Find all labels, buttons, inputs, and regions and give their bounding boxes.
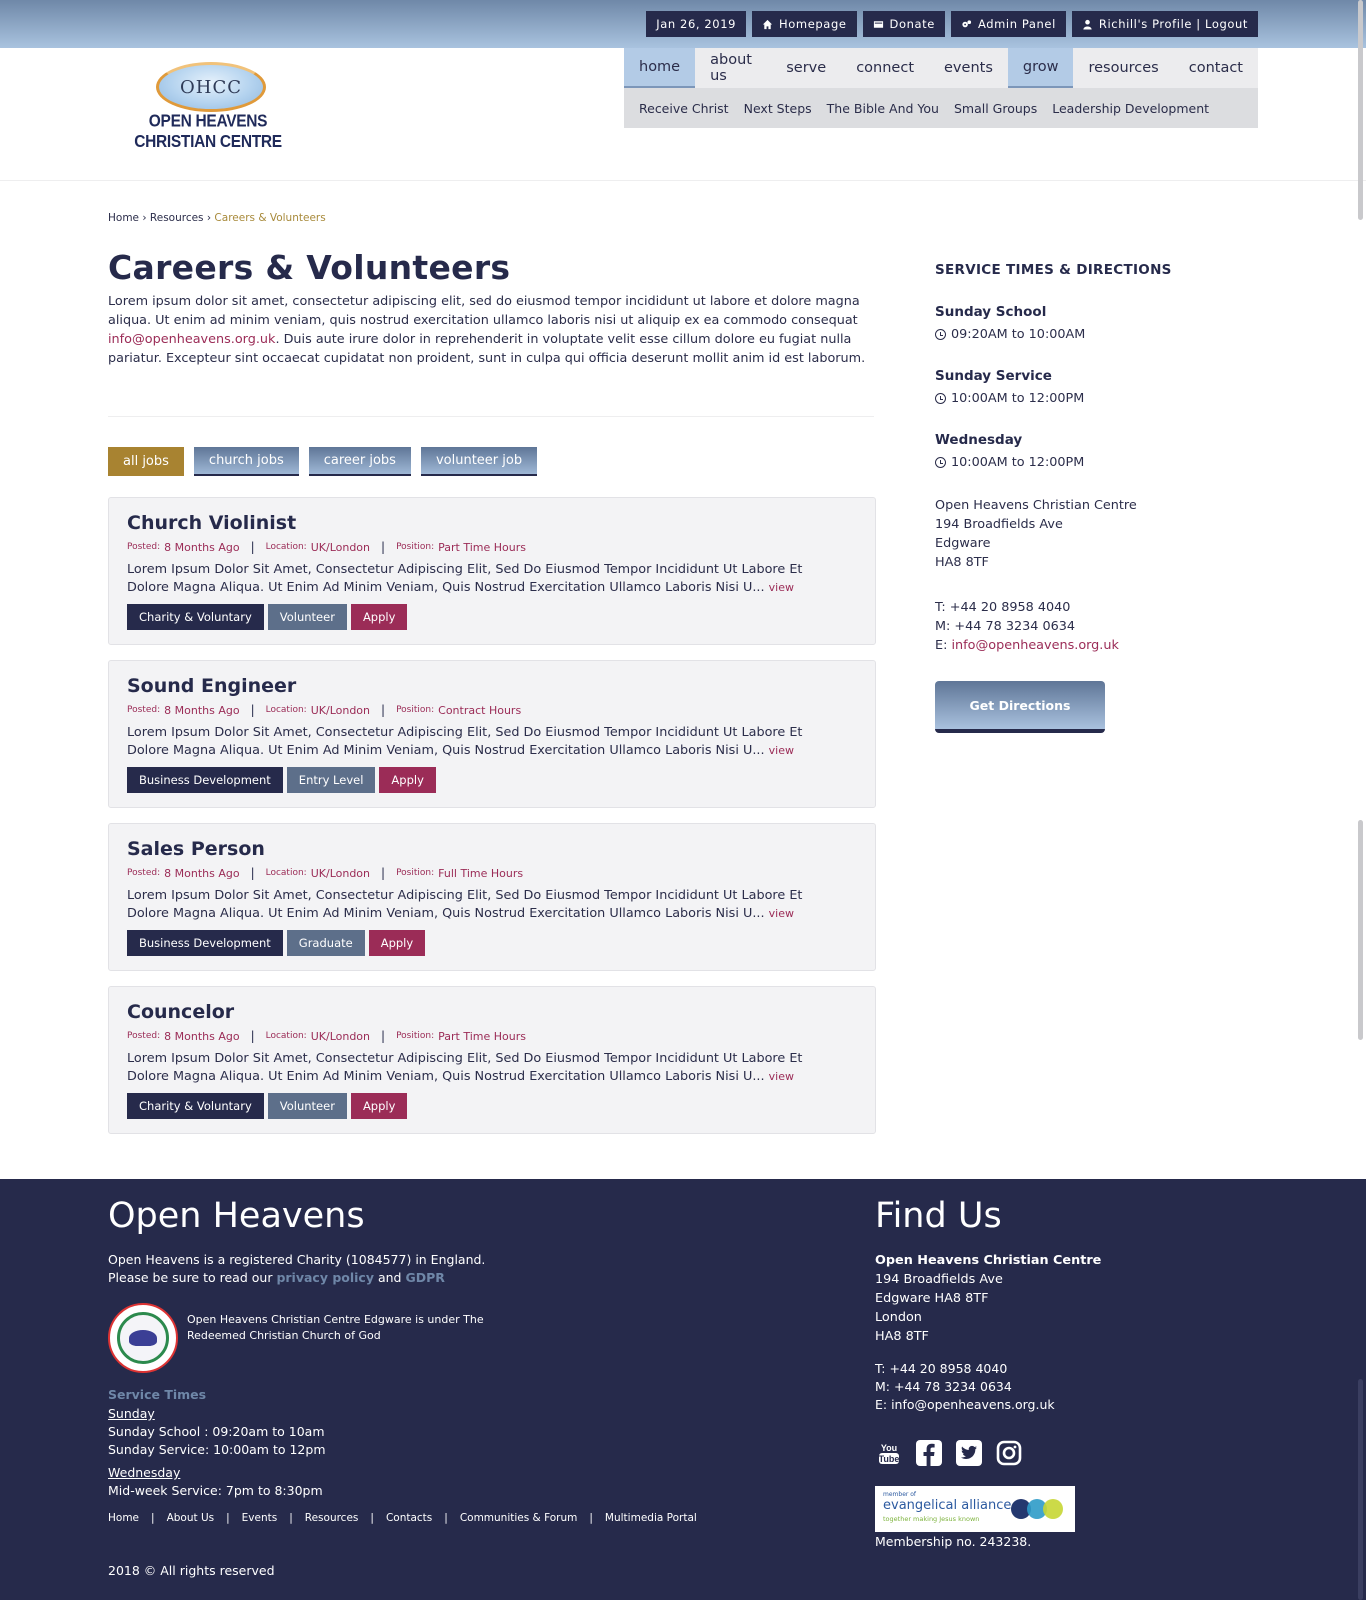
address-line: 194 Broadfields Ave: [875, 1272, 1003, 1287]
position-label: Position:: [396, 705, 435, 715]
job-card: [108, 986, 876, 1134]
top-actions: [646, 11, 1258, 37]
service-time-text: 10:00AM to 12:00PM: [951, 455, 1085, 470]
view-link[interactable]: view: [768, 907, 794, 920]
job-tags: [127, 1093, 407, 1119]
meta-separator: |: [381, 1029, 386, 1043]
service-sidebar: [935, 262, 1235, 733]
admin-panel-label: Admin Panel: [977, 17, 1056, 31]
sidebar-address: [935, 496, 1235, 572]
job-posted: 8 Months Ago: [164, 703, 240, 717]
ea-sub-text: together making Jesus known: [883, 1515, 980, 1523]
level-tag[interactable]: Volunteer: [268, 1093, 347, 1119]
job-posted: 8 Months Ago: [164, 1029, 240, 1043]
top-bar: [0, 0, 1366, 48]
homepage-button[interactable]: [752, 11, 856, 37]
footer-link-about-us[interactable]: About Us: [166, 1512, 215, 1524]
job-description-text: Lorem Ipsum Dolor Sit Amet, Consectetur Adipiscing Elit, Sed Do Eiusmod Tempor Incididunt Ut Labore Et Dolore Magna Aliqua. Ut Enim Ad Minim Veniam, Quis Nostrud Exercitation Ullamco Laboris Nisi U...: [127, 888, 803, 921]
address-line: HA8 8TF: [935, 555, 989, 570]
service-item: [935, 368, 1235, 406]
clock-icon: [935, 329, 946, 340]
twitter-icon[interactable]: [955, 1439, 983, 1467]
view-link[interactable]: view: [768, 744, 794, 757]
job-card: [108, 823, 876, 971]
position-label: Position:: [396, 542, 435, 552]
scrollbar-thumb[interactable]: [1358, 0, 1363, 220]
breadcrumb-home[interactable]: Home: [108, 212, 140, 224]
link-separator: |: [151, 1512, 155, 1524]
rccg-logo-inner: [117, 1312, 169, 1364]
job-description: [127, 561, 847, 597]
breadcrumb-separator: ›: [206, 212, 212, 224]
posted-label: Posted:: [127, 1031, 161, 1041]
address-line: Edgware HA8 8TF: [875, 1291, 989, 1306]
find-us-address: [875, 1251, 1101, 1346]
schedule-day: Sunday: [108, 1406, 155, 1421]
nav-item-grow[interactable]: grow: [1008, 48, 1074, 88]
meta-separator: |: [381, 540, 386, 554]
job-posted: 8 Months Ago: [164, 540, 240, 554]
membership-number: Membership no. 243238.: [875, 1534, 1032, 1549]
sidebar-phone: T: +44 20 8958 4040: [935, 600, 1071, 615]
clock-icon: [935, 457, 946, 468]
job-title[interactable]: Sound Engineer: [127, 675, 297, 697]
category-tag[interactable]: Business Development: [127, 930, 283, 956]
footer-link-multimedia-portal[interactable]: Multimedia Portal: [604, 1512, 697, 1524]
posted-label: Posted:: [127, 868, 161, 878]
ea-dots: [1015, 1499, 1063, 1519]
link-separator: |: [444, 1512, 448, 1524]
site-logo[interactable]: [108, 62, 308, 152]
ea-main-text: evangelical alliance: [883, 1498, 1012, 1513]
job-description: [127, 1050, 847, 1086]
date-text: Jan 26, 2019: [656, 17, 737, 31]
footer-email[interactable]: E: info@openheavens.org.uk: [875, 1397, 1055, 1412]
meta-separator: |: [250, 866, 255, 880]
position-label: Position:: [396, 868, 435, 878]
link-separator: |: [370, 1512, 374, 1524]
posted-label: Posted:: [127, 705, 161, 715]
meta-separator: |: [250, 703, 255, 717]
link-separator: |: [589, 1512, 593, 1524]
job-location: UK/London: [310, 866, 371, 880]
link-separator: |: [289, 1512, 293, 1524]
job-posted: 8 Months Ago: [164, 866, 240, 880]
charity-text: [108, 1251, 608, 1287]
sidebar-heading: SERVICE TIMES & DIRECTIONS: [935, 262, 1172, 278]
donate-label: Donate: [889, 17, 935, 31]
facebook-icon[interactable]: [915, 1439, 943, 1467]
home-icon: [762, 19, 773, 30]
footer-link-events[interactable]: Events: [241, 1512, 278, 1524]
footer-link-home[interactable]: Home: [108, 1512, 140, 1524]
job-description-text: Lorem Ipsum Dolor Sit Amet, Consectetur Adipiscing Elit, Sed Do Eiusmod Tempor Incididunt Ut Labore Et Dolore Magna Aliqua. Ut Enim Ad Minim Veniam, Quis Nostrud Exercitation Ullamco Laboris Nisi U...: [127, 562, 803, 595]
footer-title: Open Heavens: [108, 1196, 365, 1236]
job-list: [108, 497, 876, 1149]
intro-text-cont: . Duis aute irure dolor in reprehenderit in voluptate velit esse cillum dolore eu fugiat nulla pariatur. Excepteur sint occaecat cupidatat non proident, sunt in culpa qui officia deserunt mollit anim id est laborum.: [108, 332, 866, 366]
footer-link-contacts[interactable]: Contacts: [385, 1512, 433, 1524]
location-label: Location:: [265, 1031, 307, 1041]
job-location: UK/London: [310, 1029, 371, 1043]
gdpr-link[interactable]: GDPR: [405, 1270, 445, 1285]
page-title: Careers & Volunteers: [108, 248, 511, 287]
subnav-next-steps[interactable]: Next Steps: [743, 100, 812, 116]
job-description-text: Lorem Ipsum Dolor Sit Amet, Consectetur Adipiscing Elit, Sed Do Eiusmod Tempor Incididunt Ut Labore Et Dolore Magna Aliqua. Ut Enim Ad Minim Veniam, Quis Nostrud Exercitation Ullamco Laboris Nisi U...: [127, 1051, 803, 1084]
ea-dot: [1043, 1499, 1063, 1519]
breadcrumb-current: Careers & Volunteers: [214, 212, 326, 224]
footer-service-heading: Service Times: [108, 1387, 207, 1402]
meta-separator: |: [250, 540, 255, 554]
intro-email-link[interactable]: info@openheavens.org.uk: [108, 332, 276, 347]
service-time: [935, 327, 1235, 342]
youtube-icon[interactable]: [875, 1439, 903, 1467]
meta-separator: |: [250, 1029, 255, 1043]
service-name: Sunday Service: [935, 368, 1052, 384]
social-links: [875, 1439, 1023, 1467]
footer-phone: T: +44 20 8958 4040: [875, 1361, 1008, 1376]
job-location: UK/London: [310, 703, 371, 717]
nav-item-connect[interactable]: connect: [856, 60, 915, 76]
meta-separator: |: [381, 703, 386, 717]
svg-text:Tube: Tube: [878, 1454, 900, 1464]
job-card: [108, 660, 876, 808]
svg-text:You: You: [880, 1443, 898, 1453]
rccg-text: Open Heavens Christian Centre Edgware is under The Redeemed Christian Church of God: [187, 1313, 484, 1342]
apply-button[interactable]: Apply: [351, 604, 407, 630]
job-tags: [127, 767, 436, 793]
job-title[interactable]: Church Violinist: [127, 512, 297, 534]
filter-volunteer-job[interactable]: volunteer job: [421, 447, 537, 476]
service-time: [935, 391, 1235, 406]
job-position: Full Time Hours: [438, 866, 524, 880]
breadcrumb-resources[interactable]: Resources: [149, 212, 204, 224]
footer-schedule: [108, 1405, 326, 1500]
main-nav: [624, 48, 1258, 88]
service-item: [935, 304, 1235, 342]
job-position: Contract Hours: [438, 703, 522, 717]
view-link[interactable]: view: [768, 1070, 794, 1083]
homepage-label: Homepage: [779, 17, 847, 31]
privacy-policy-link[interactable]: privacy policy: [276, 1270, 374, 1285]
schedule-item: Sunday Service: 10:00am to 12pm: [108, 1442, 326, 1457]
get-directions-button[interactable]: Get Directions: [935, 681, 1105, 733]
filter-church-jobs[interactable]: church jobs: [194, 447, 299, 476]
address-line: HA8 8TF: [875, 1329, 929, 1344]
date-badge: [646, 11, 746, 37]
sidebar-mobile: M: +44 78 3234 0634: [935, 619, 1076, 634]
profile-logout-label: Richill's Profile | Logout: [1098, 17, 1248, 31]
footer-mobile: M: +44 78 3234 0634: [875, 1379, 1012, 1394]
scrollbar-thumb[interactable]: [1358, 1379, 1363, 1600]
logo-name: OPEN HEAVENS CHRISTIAN CENTRE: [134, 111, 282, 152]
nav-item-home[interactable]: home: [624, 48, 695, 88]
content-divider: [108, 416, 874, 417]
intro-text: Lorem ipsum dolor sit amet, consectetur adipiscing elit, sed do eiusmod tempor incididunt ut labore et dolore magna aliqua. Ut enim ad minim veniam, quis nostrud exercitation ullamco laboris nisi ut aliquip ex ea commodo consequat: [108, 294, 860, 328]
email-label: E:: [935, 638, 952, 653]
address-line: Open Heavens Christian Centre: [935, 498, 1137, 513]
sidebar-email-row: [935, 636, 1235, 655]
service-name: Sunday School: [935, 304, 1047, 320]
address-line: 194 Broadfields Ave: [935, 517, 1063, 532]
service-time-text: 09:20AM to 10:00AM: [951, 327, 1086, 342]
location-label: Location:: [265, 705, 307, 715]
policy-line: [108, 1269, 608, 1287]
subnav-leadership-development[interactable]: Leadership Development: [1052, 100, 1210, 116]
breadcrumb-separator: ›: [142, 212, 147, 224]
nav-item-events[interactable]: events: [944, 60, 993, 76]
clock-icon: [935, 393, 946, 404]
service-name: Wednesday: [935, 432, 1023, 448]
service-time-text: 10:00AM to 12:00PM: [951, 391, 1085, 406]
policy-and: and: [374, 1270, 406, 1285]
address-line: Edgware: [935, 536, 991, 551]
position-label: Position:: [396, 1031, 435, 1041]
footer-link-communities-forum[interactable]: Communities & Forum: [459, 1512, 578, 1524]
address-line: London: [875, 1310, 922, 1325]
gears-icon: [961, 19, 972, 30]
subnav-receive-christ[interactable]: Receive Christ: [639, 100, 729, 116]
nav-item-about-us[interactable]: about us: [710, 52, 752, 84]
job-card: [108, 497, 876, 645]
schedule-day: Wednesday: [108, 1465, 181, 1480]
find-us-contact: [875, 1360, 1055, 1414]
site-footer: [0, 1179, 1366, 1600]
filter-career-jobs[interactable]: career jobs: [309, 447, 411, 476]
job-title[interactable]: Councelor: [127, 1001, 235, 1023]
user-icon: [1082, 19, 1093, 30]
job-tags: [127, 930, 425, 956]
footer-links: [108, 1512, 697, 1524]
job-filters: [108, 447, 537, 476]
rccg-logo: [108, 1303, 178, 1373]
apply-button[interactable]: Apply: [379, 767, 435, 793]
location-label: Location:: [265, 542, 307, 552]
instagram-icon[interactable]: [995, 1439, 1023, 1467]
policy-text: Please be sure to read our: [108, 1270, 277, 1285]
apply-button[interactable]: Apply: [351, 1093, 407, 1119]
level-tag[interactable]: Graduate: [287, 930, 365, 956]
category-tag[interactable]: Business Development: [127, 767, 283, 793]
nav-item-serve[interactable]: serve: [786, 60, 827, 76]
job-description-text: Lorem Ipsum Dolor Sit Amet, Consectetur Adipiscing Elit, Sed Do Eiusmod Tempor Incididunt Ut Labore Et Dolore Magna Aliqua. Ut Enim Ad Minim Veniam, Quis Nostrud Exercitation Ullamco Laboris Nisi U...: [127, 725, 803, 758]
job-position: Part Time Hours: [438, 1029, 526, 1043]
subnav-bible-and-you[interactable]: The Bible And You: [826, 100, 939, 116]
nav-item-contact[interactable]: contact: [1188, 60, 1243, 76]
page-intro: [108, 292, 878, 368]
subnav-small-groups[interactable]: Small Groups: [953, 100, 1038, 116]
copyright: 2018 © All rights reserved: [108, 1563, 275, 1578]
service-item: [935, 432, 1235, 470]
sidebar-email-link[interactable]: info@openheavens.org.uk: [951, 638, 1119, 653]
scrollbar-thumb[interactable]: [1358, 820, 1363, 1040]
charity-line: Open Heavens is a registered Charity (1084577) in England.: [108, 1252, 486, 1267]
job-meta: [127, 703, 857, 717]
schedule-item: Sunday School : 09:20am to 10am: [108, 1424, 325, 1439]
category-tag[interactable]: Charity & Voluntary: [127, 604, 264, 630]
level-tag[interactable]: Entry Level: [287, 767, 376, 793]
header-divider: [0, 180, 1366, 181]
job-title[interactable]: Sales Person: [127, 838, 265, 860]
job-location: UK/London: [310, 540, 371, 554]
view-link[interactable]: view: [768, 581, 794, 594]
nav-item-resources[interactable]: resources: [1088, 60, 1159, 76]
job-meta: [127, 866, 857, 880]
footer-link-resources[interactable]: Resources: [304, 1512, 359, 1524]
job-position: Part Time Hours: [438, 540, 526, 554]
filter-all-jobs[interactable]: all jobs: [108, 447, 184, 476]
job-description: [127, 887, 847, 923]
dove-icon: [129, 1330, 157, 1346]
location-label: Location:: [265, 868, 307, 878]
breadcrumb: [108, 212, 326, 224]
job-meta: [127, 1029, 857, 1043]
job-description: [127, 724, 847, 760]
sidebar-contact: [935, 598, 1235, 655]
service-time: [935, 455, 1235, 470]
apply-button[interactable]: Apply: [369, 930, 425, 956]
find-us-name: Open Heavens Christian Centre: [875, 1253, 1102, 1268]
job-tags: [127, 604, 407, 630]
admin-panel-button[interactable]: [951, 11, 1066, 37]
job-meta: [127, 540, 857, 554]
link-separator: |: [226, 1512, 230, 1524]
find-us-title: Find Us: [875, 1196, 1002, 1236]
posted-label: Posted:: [127, 542, 161, 552]
credit-card-icon: [873, 19, 884, 30]
logo-emblem: [156, 62, 266, 112]
logo-mark: OHCC: [180, 76, 242, 98]
meta-separator: |: [381, 866, 386, 880]
category-tag[interactable]: Charity & Voluntary: [127, 1093, 264, 1119]
schedule-item: Mid-week Service: 7pm to 8:30pm: [108, 1483, 323, 1498]
level-tag[interactable]: Volunteer: [268, 604, 347, 630]
profile-logout-button[interactable]: [1072, 11, 1258, 37]
donate-button[interactable]: [863, 11, 945, 37]
sub-nav: [624, 88, 1258, 128]
ea-small-text: member of: [883, 1491, 917, 1498]
evangelical-alliance-logo[interactable]: [875, 1486, 1075, 1532]
